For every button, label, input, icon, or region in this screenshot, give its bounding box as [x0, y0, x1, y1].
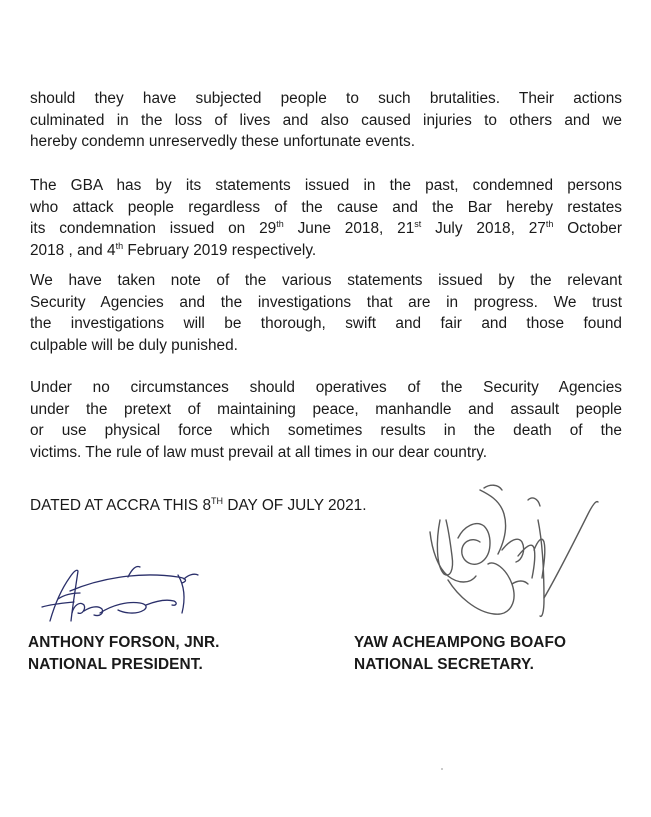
text-line: should they have subjected people to such brutalities. Their actions: [30, 90, 622, 107]
text-line: the investigations will be thorough, swift and fair and those found: [30, 315, 622, 332]
signatory-title: NATIONAL PRESIDENT.: [28, 655, 203, 673]
paragraph-4: [30, 377, 622, 463]
text-line: or use physical force which sometimes results in the death of the: [30, 422, 622, 439]
speck: [441, 768, 443, 770]
signatory-president: [28, 632, 220, 675]
text-line: under the pretext of maintaining peace, manhandle and assault people: [30, 400, 622, 418]
text-line: who attack people regardless of the cause and the Bar hereby restates: [30, 198, 622, 216]
dated-line: DATED AT ACCRA THIS 8TH DAY OF JULY 2021.: [30, 495, 367, 514]
signatory-secretary: [354, 632, 566, 675]
paragraph-3: [30, 270, 622, 356]
signature-secretary: [418, 480, 608, 628]
text-line: culminated in the loss of lives and also caused injuries to others and we: [30, 111, 622, 129]
text-line: its condemnation issued on 29th June 2018, 21st July 2018, 27th October: [30, 218, 622, 237]
signatory-title: NATIONAL SECRETARY.: [354, 655, 535, 673]
paragraph-1: [30, 88, 622, 153]
text-line: culpable will be duly punished.: [30, 336, 238, 354]
text-line: 2018 , and 4th February 2019 respectively.: [30, 240, 317, 259]
text-line: We have taken note of the various statements issued by the relevant: [30, 272, 622, 289]
signatory-name: ANTHONY FORSON, JNR.: [28, 634, 220, 651]
signature-president: [28, 555, 203, 630]
text-line: victims. The rule of law must prevail at all times in our dear country.: [30, 443, 488, 461]
text-line: Under no circumstances should operatives of the Security Agencies: [30, 379, 622, 396]
text-line: Security Agencies and the investigations that are in progress. We trust: [30, 293, 622, 311]
signatory-name: YAW ACHEAMPONG BOAFO: [354, 634, 567, 651]
text-line: The GBA has by its statements issued in the past, condemned persons: [30, 177, 622, 194]
paragraph-2: [30, 175, 622, 261]
text-line: hereby condemn unreservedly these unfortunate events.: [30, 133, 416, 150]
